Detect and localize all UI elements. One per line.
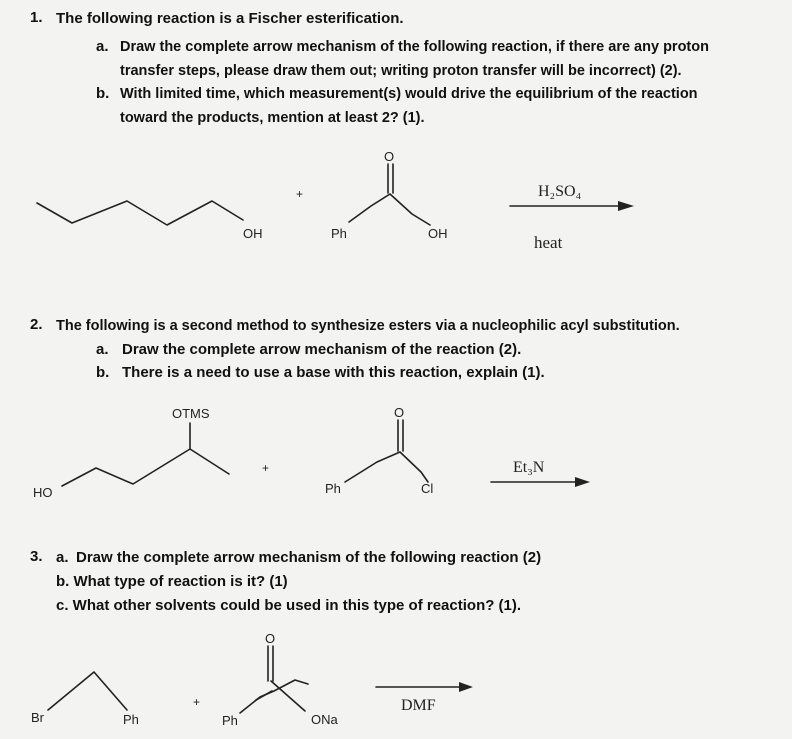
q3-a-marker: a. (56, 549, 69, 566)
q2-b-text: There is a need to use a base with this reaction, explain (1). (122, 364, 545, 381)
q3-ona-bond (271, 681, 305, 711)
q1-b-line2: toward the products, mention at least 2? (1). (120, 110, 425, 126)
q2-cl-label: Cl (421, 481, 434, 496)
q1-a-marker: a. (96, 38, 109, 55)
q2-alcohol-chain (62, 449, 229, 486)
q3-a-text: Draw the complete arrow mechanism of the following reaction (2) (76, 549, 542, 566)
q1-a-line2: transfer steps, please draw them out; writing proton transfer will be incorrect) (2). (120, 63, 682, 79)
q1-oh-label: OH (243, 226, 263, 241)
q2-ho-label: HO (33, 485, 53, 500)
q3-b-text: b. What type of reaction is it? (1) (56, 573, 288, 590)
q3-br-label: Br (31, 710, 44, 725)
q3-bromide-chain (48, 672, 127, 710)
q3-reagent-top: DMF (401, 697, 436, 714)
q3-number: 3. (30, 548, 43, 565)
q1-reagent-bottom: heat (534, 233, 563, 252)
q1-a-line1: Draw the complete arrow mechanism of the following reaction, if there are any proton (120, 39, 709, 55)
q2-otms-label: OTMS (172, 406, 210, 421)
q1-plus: + (296, 187, 304, 201)
q2-acyl-chain (345, 452, 428, 482)
q2-ph-label: Ph (325, 481, 341, 496)
q1-alcohol-chain (37, 201, 243, 225)
q3-ph1-label: Ph (123, 712, 139, 727)
q2-stem: The following is a second method to synthesize esters via a nucleophilic acyl substitution. (56, 318, 680, 334)
q1-ph-label: Ph (331, 226, 347, 241)
q1-arrow-head (618, 201, 634, 211)
q2-o-label: O (394, 405, 405, 420)
q3-carboxylate-chain (240, 680, 308, 713)
q2-arrow-head (575, 477, 590, 487)
q2-a-marker: a. (96, 341, 109, 358)
q1-o-label: O (384, 149, 395, 164)
q1-acid-oh-label: OH (428, 226, 448, 241)
q2-b-marker: b. (96, 364, 110, 381)
q1-b-line1: With limited time, which measurement(s) would drive the equilibrium of the reaction (120, 86, 698, 102)
q2-a-text: Draw the complete arrow mechanism of the reaction (2). (122, 341, 522, 358)
q3-arrow-head (459, 682, 473, 692)
q1-b-marker: b. (96, 85, 110, 102)
q1-acid-chain (349, 194, 430, 225)
q3-plus: + (193, 695, 201, 709)
q3-ona-label: ONa (311, 712, 338, 727)
q2-reagent-top: Et₃N (513, 459, 545, 476)
q1-number: 1. (30, 9, 43, 26)
q3-carboxylate-chain-b (256, 691, 272, 700)
q1-stem: The following reaction is a Fischer esterification. (56, 10, 404, 27)
q1-reagent-top: H₂SO₄ (538, 183, 582, 200)
q3-o-label: O (265, 631, 276, 646)
q3-c-text: c. What other solvents could be used in this type of reaction? (1). (56, 597, 522, 614)
q2-number: 2. (30, 316, 43, 333)
q2-plus: + (262, 461, 270, 475)
q3-ph2-label: Ph (222, 713, 238, 728)
